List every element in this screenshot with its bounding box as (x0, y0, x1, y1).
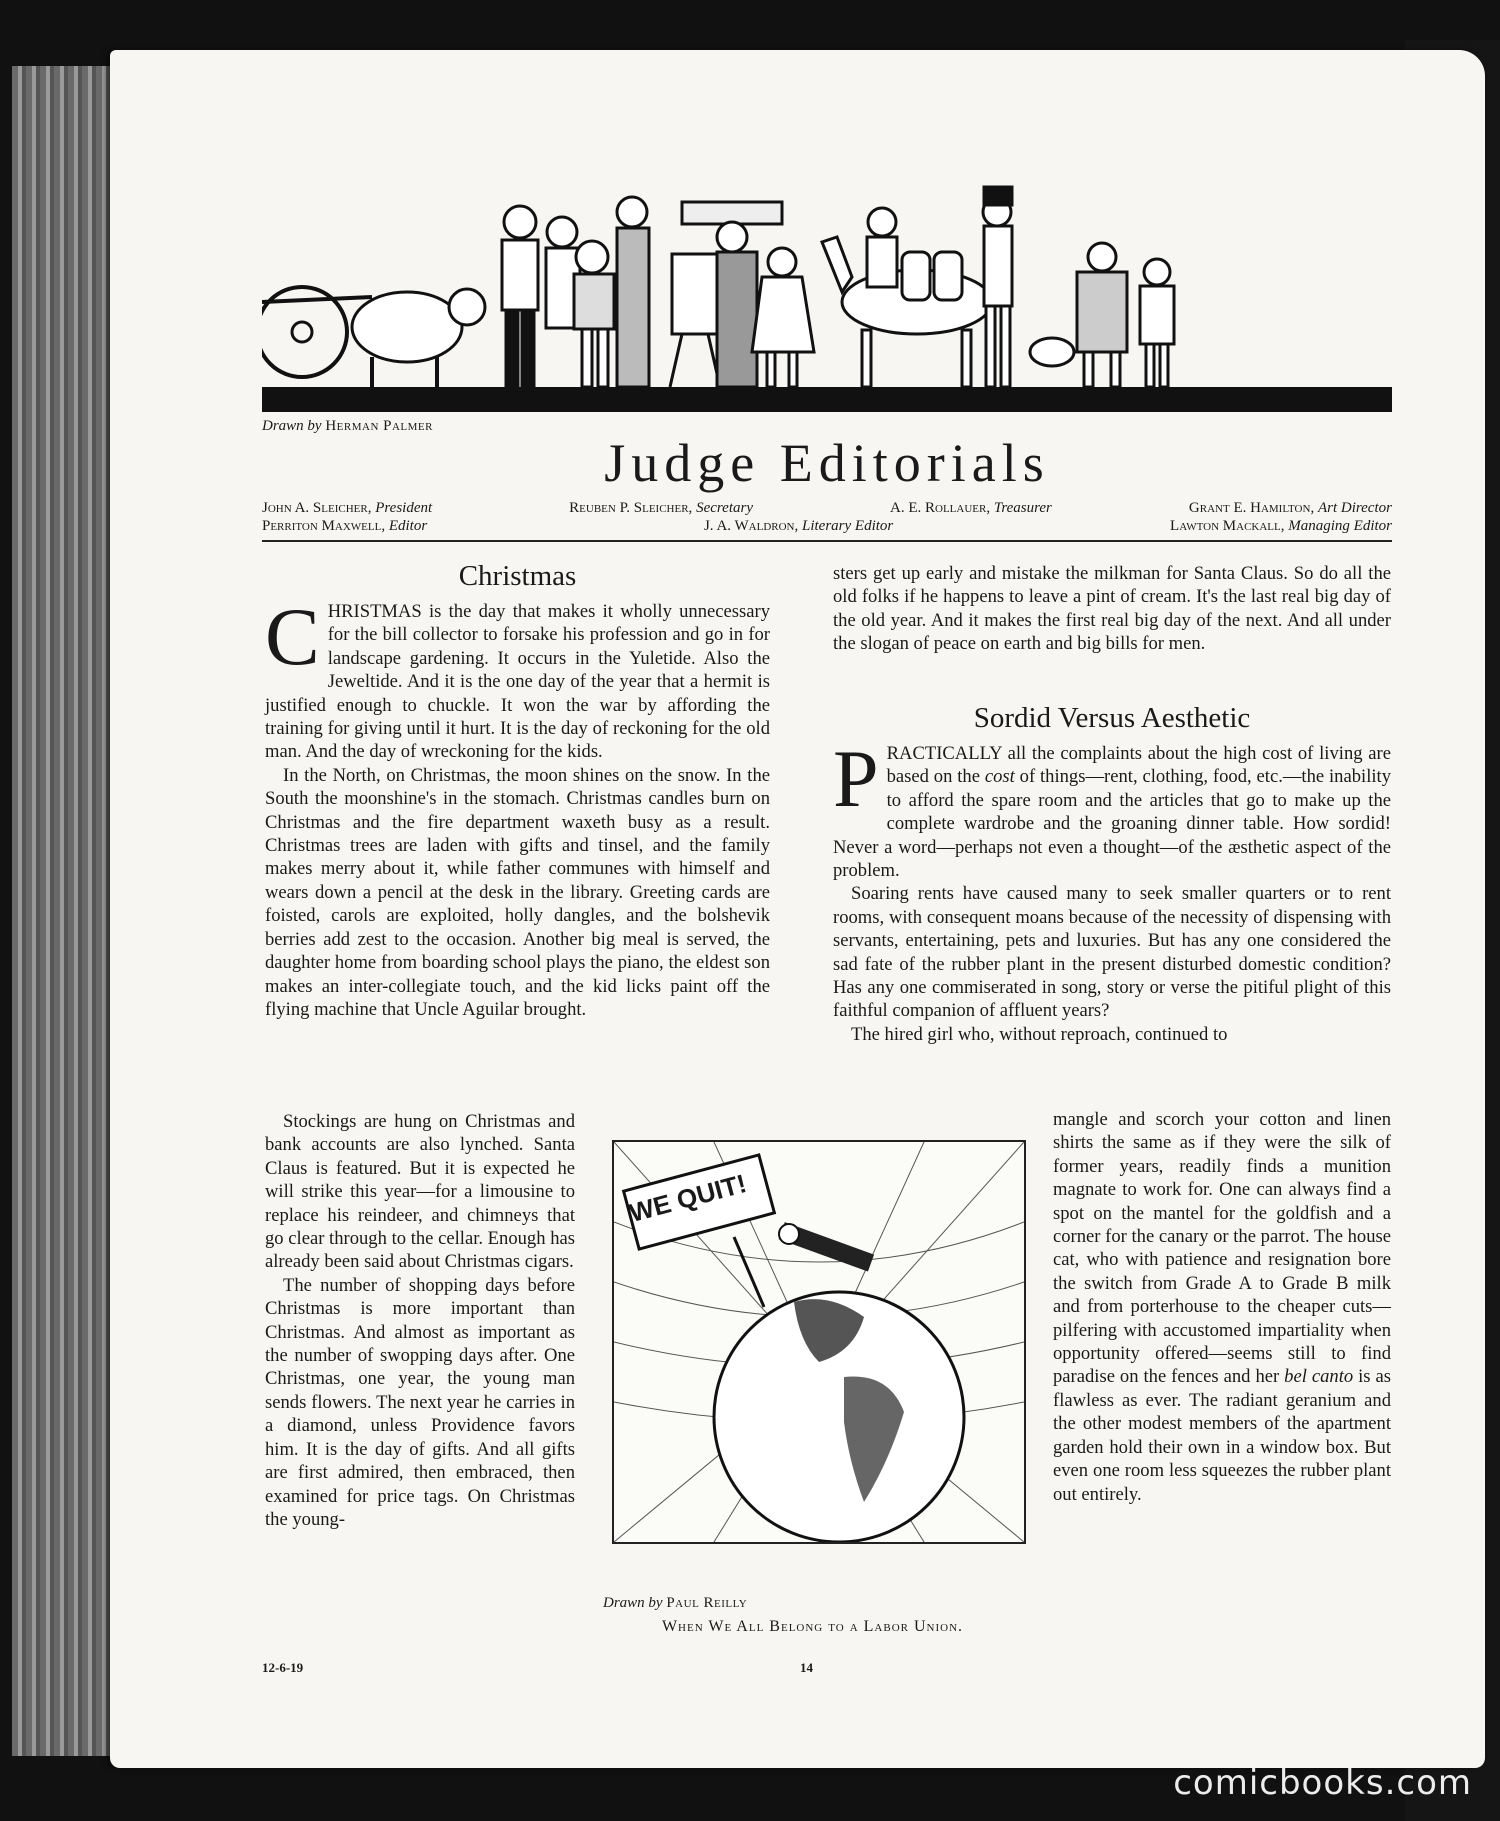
christmas-paragraph-3: Stockings are hung on Christmas and bank accounts are also lynched. Santa Claus is featured. But it is expected he will strike this year—for a limousine to replace his reindeer, and chimneys that go clear through to the cellar. Enough has already been said about Christmas cigars. (265, 1111, 575, 1273)
page-title: Judge Editorials (604, 433, 1050, 493)
banner-credit-prefix: Drawn by (262, 418, 322, 434)
christmas-dropcap: C (265, 591, 320, 682)
page-number: 14 (800, 1660, 813, 1675)
cartoon-credit-name: Paul Reilly (666, 1595, 748, 1611)
staff-entry: Reuben P. Sleicher, Secretary (569, 500, 753, 516)
christmas-paragraph-2: In the North, on Christmas, the moon shines on the snow. In the South the moonshine's in the stomach. Christmas candles burn on Christmas and the fire department waxeth busy as a result. Christmas trees are laden with gifts and tinsel, and the family makes merry about it, while father communes with himself and wears down a pencil at the desk in the library. Greeting cards are foisted, carols are exploited, holly dangles, and the bolshevik berries add zest to the occasion. Another big meal is served, the daughter home from boarding school plays the piano, the eldest son makes an inter-collegiate touch, and the kid licks paint off the flying machine that Uncle Aguilar brought. (265, 764, 770, 1020)
issue-date: 12-6-19 (262, 1660, 304, 1675)
cartoon-caption: When We All Belong to a Labor Union. (661, 1618, 964, 1635)
sordid-column-upper (833, 733, 1391, 1046)
christmas-paragraph-1: CHRISTMAS is the day that makes it wholly unnecessary for the bill collector to forsake his profession and go in for landscape gardening. It occurs in the Yuletide. Also the Jeweltide. And it is the one day of the year that a hermit is justified enough to chuckle. It won the war by affording the training for giving until it hurt. It is the day of reckoning for the old man. And the day of wreckoning for the kids. (265, 591, 770, 763)
sordid-paragraph-2: Soaring rents have caused many to seek smaller quarters or to rent rooms, with consequent moans because of the necessity of dispensing with servants, entertaining, pets and luxuries. But has any one considered the sad fate of the rubber plant in the present disturbed domestic condition? Has any one commiserated in song, story or verse the pitiful plight of this faithful companion of affluent years? (833, 883, 1391, 1022)
sordid-dropcap: P (833, 733, 879, 824)
book-page-edges (12, 66, 122, 1756)
sordid-paragraph-3: mangle and scorch your cotton and linen shirts the same as if they were the silk of former years, readily finds a munition magnate to work for. One can always find a spot on the mantel for the goldfish and a corner for the canary or the parrot. The house cat, who with patience and resignation bore the switch from Grade A to Grade B milk and from porterhouse to the cheaper cuts—pilfering with accustomed impartiality when opportunity offered—seems still to find paradise on the fences and her bel canto is as flawless as ever. The radiant geranium and the other modest members of the apartment garden hold their own in a window box. But even one room less squeezes the rubber plant out entirely. (1053, 1109, 1391, 1505)
masthead-rule (262, 540, 1392, 542)
sordid-headline: Sordid Versus Aesthetic (973, 702, 1251, 734)
staff-entry: Grant E. Hamilton, Art Director (1188, 500, 1392, 516)
site-watermark: comicbooks.com (1173, 1763, 1472, 1803)
staff-entry: A. E. Rollauer, Treasurer (890, 500, 1052, 516)
christmas-column-1 (265, 591, 770, 1021)
cartoon-credit-prefix: Drawn by (603, 1595, 663, 1611)
christmas-column-1-lower (265, 1110, 575, 1531)
banner-illustration (262, 182, 1392, 412)
sordid-column-lower (1053, 1108, 1391, 1506)
staff-entry: Perriton Maxwell, Editor (262, 518, 428, 534)
sordid-paragraph-3-lead: The hired girl who, without reproach, continued to (851, 1023, 1228, 1045)
christmas-column-2 (833, 562, 1391, 656)
cartoon-sign-text: WE QUIT! (626, 1168, 750, 1229)
staff-entry: J. A. Waldron, Literary Editor (703, 518, 894, 534)
staff-entry: Lawton Mackall, Managing Editor (1170, 518, 1392, 534)
sordid-paragraph-1: PRACTICALLY all the complaints about the high cost of living are based on the cost of things—rent, clothing, food, etc.—the inability to afford the spare room and the articles that go to make up the complete wardrobe and the groaning dinner table. How sordid! Never a word—perhaps not even a thought—of the æsthetic aspect of the problem. (833, 733, 1391, 882)
banner-credit-name: Herman Palmer (325, 418, 433, 434)
christmas-paragraph-4: The number of shopping days before Christmas is more important than Christmas. And almost as important as the number of swopping days after. One Christmas, one year, the young man sends flowers. The next year he carries in a diamond, unless Providence favors him. It is the day of gifts. And all gifts are first admired, then embraced, then examined for price tags. On Christmas the young- (265, 1274, 575, 1530)
cartoon-credit (603, 1595, 747, 1612)
staff-row-1 (262, 500, 1392, 517)
staff-entry: John A. Sleicher, President (262, 500, 433, 516)
staff-row-2 (262, 518, 1392, 535)
christmas-headline: Christmas (458, 560, 577, 592)
christmas-paragraph-5: sters get up early and mistake the milkman for Santa Claus. So do all the old folks if he happens to leave a pint of cream. It's the last real big day of the old year. And it makes the first real big day of the next. And all under the slogan of peace on earth and big bills for men. (833, 563, 1391, 655)
